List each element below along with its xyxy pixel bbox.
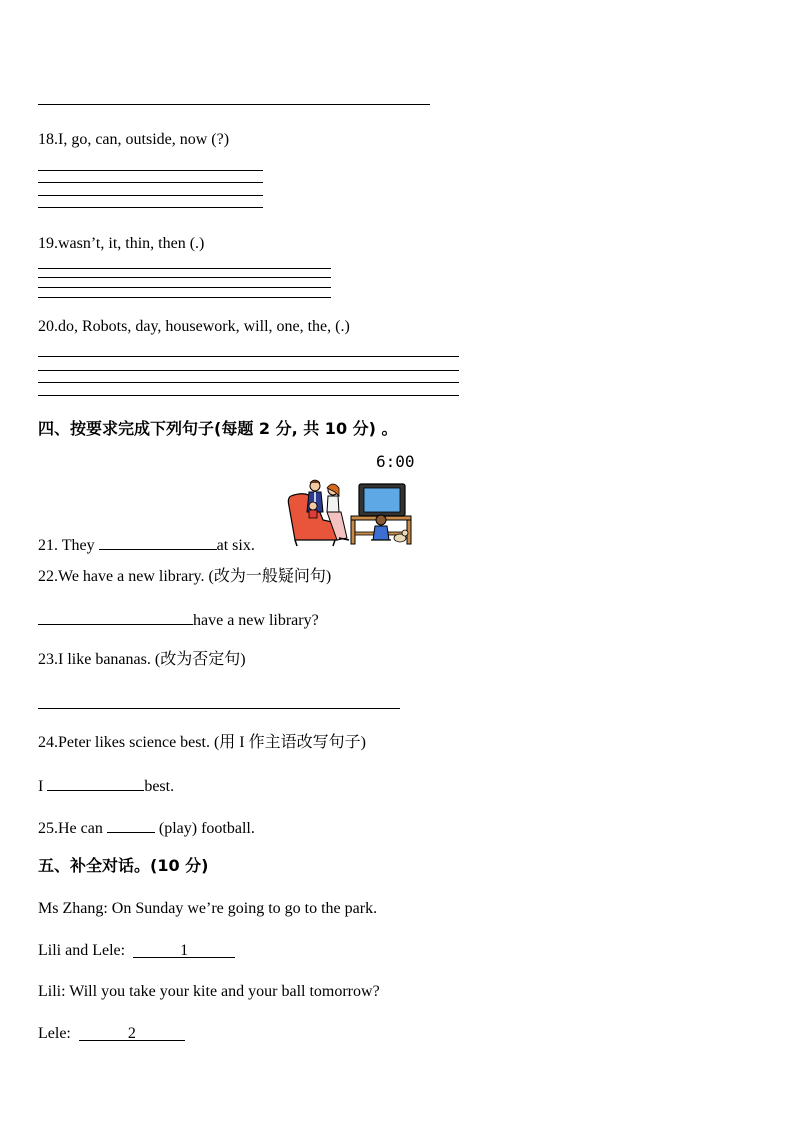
sentence-end: (play) football. (154, 820, 255, 837)
sentence-start: He can (58, 820, 107, 837)
answer-suffix: have a new library? (193, 612, 319, 629)
answer-line[interactable] (38, 370, 459, 371)
question-number: 25. (38, 820, 58, 837)
dialogue-line (38, 982, 380, 1002)
speaker: Lili and Lele: (38, 942, 126, 959)
speaker: Ms Zhang: (38, 900, 108, 917)
question-25 (38, 816, 255, 839)
question-text: wasn’t, it, thin, then (.) (58, 235, 205, 252)
question-22 (38, 567, 331, 587)
dialogue-text: On Sunday we’re going to go to the park. (107, 900, 378, 917)
question-text: We have a new library. (58, 568, 205, 585)
question-instruction: (改为否定句) (150, 651, 246, 668)
question-number: 20. (38, 318, 58, 335)
question-instruction: (用 I 作主语改写句子) (209, 734, 366, 751)
question-number: 23. (38, 651, 58, 668)
question-text: do, Robots, day, housework, will, one, the, (.) (58, 318, 350, 335)
answer-line[interactable] (38, 207, 263, 208)
section-5-heading: 五、补全对话。(10 分) (38, 856, 209, 875)
question-20 (38, 317, 350, 337)
question-number: 18. (38, 131, 58, 148)
dialogue-line (38, 941, 235, 961)
answer-suffix: best. (144, 778, 175, 795)
question-22-answer (38, 608, 319, 631)
question-24 (38, 733, 366, 753)
answer-line[interactable] (38, 182, 263, 183)
answer-line[interactable] (38, 356, 459, 357)
answer-line[interactable] (38, 382, 459, 383)
answer-blank[interactable] (99, 533, 217, 550)
question-number: 19. (38, 235, 58, 252)
question-number: 22. (38, 568, 58, 585)
answer-line[interactable] (38, 297, 331, 298)
question-instruction: (改为一般疑问句) (204, 568, 332, 585)
blank-number: 2 (127, 1025, 136, 1042)
question-number: 21. (38, 537, 58, 554)
sentence-end: at six. (216, 537, 255, 554)
clock-time: 6:00 (376, 452, 415, 471)
answer-prefix: I (38, 778, 48, 795)
answer-line[interactable] (38, 268, 331, 269)
question-text: Peter likes science best. (58, 734, 210, 751)
question-text: I like bananas. (58, 651, 151, 668)
dialogue-line (38, 1024, 185, 1044)
sentence-start: They (58, 537, 99, 554)
question-24-answer (38, 774, 174, 797)
family-watching-tv-illustration (285, 476, 415, 548)
dialogue-text: Will you take your kite and your ball tomorrow? (65, 983, 380, 1000)
blank-number: 1 (180, 942, 189, 959)
question-text: I, go, can, outside, now (?) (58, 131, 230, 148)
answer-line[interactable] (38, 104, 430, 105)
answer-blank[interactable] (47, 774, 144, 791)
answer-line[interactable] (38, 708, 400, 709)
answer-line[interactable] (38, 277, 331, 278)
dialogue-blank-1[interactable] (133, 941, 235, 958)
answer-blank[interactable] (38, 608, 193, 625)
speaker: Lele: (38, 1025, 71, 1042)
question-21 (38, 533, 255, 556)
section-4-heading: 四、按要求完成下列句子(每题 2 分, 共 10 分) 。 (38, 419, 398, 438)
answer-line[interactable] (38, 395, 459, 396)
dialogue-line (38, 899, 377, 919)
question-23 (38, 650, 246, 670)
question-number: 24. (38, 734, 58, 751)
question-18 (38, 130, 229, 150)
speaker: Lili: (38, 983, 66, 1000)
answer-line[interactable] (38, 170, 263, 171)
answer-blank[interactable] (107, 816, 155, 833)
answer-line[interactable] (38, 287, 331, 288)
question-19 (38, 234, 204, 254)
answer-line[interactable] (38, 195, 263, 196)
dialogue-blank-2[interactable] (79, 1024, 185, 1041)
